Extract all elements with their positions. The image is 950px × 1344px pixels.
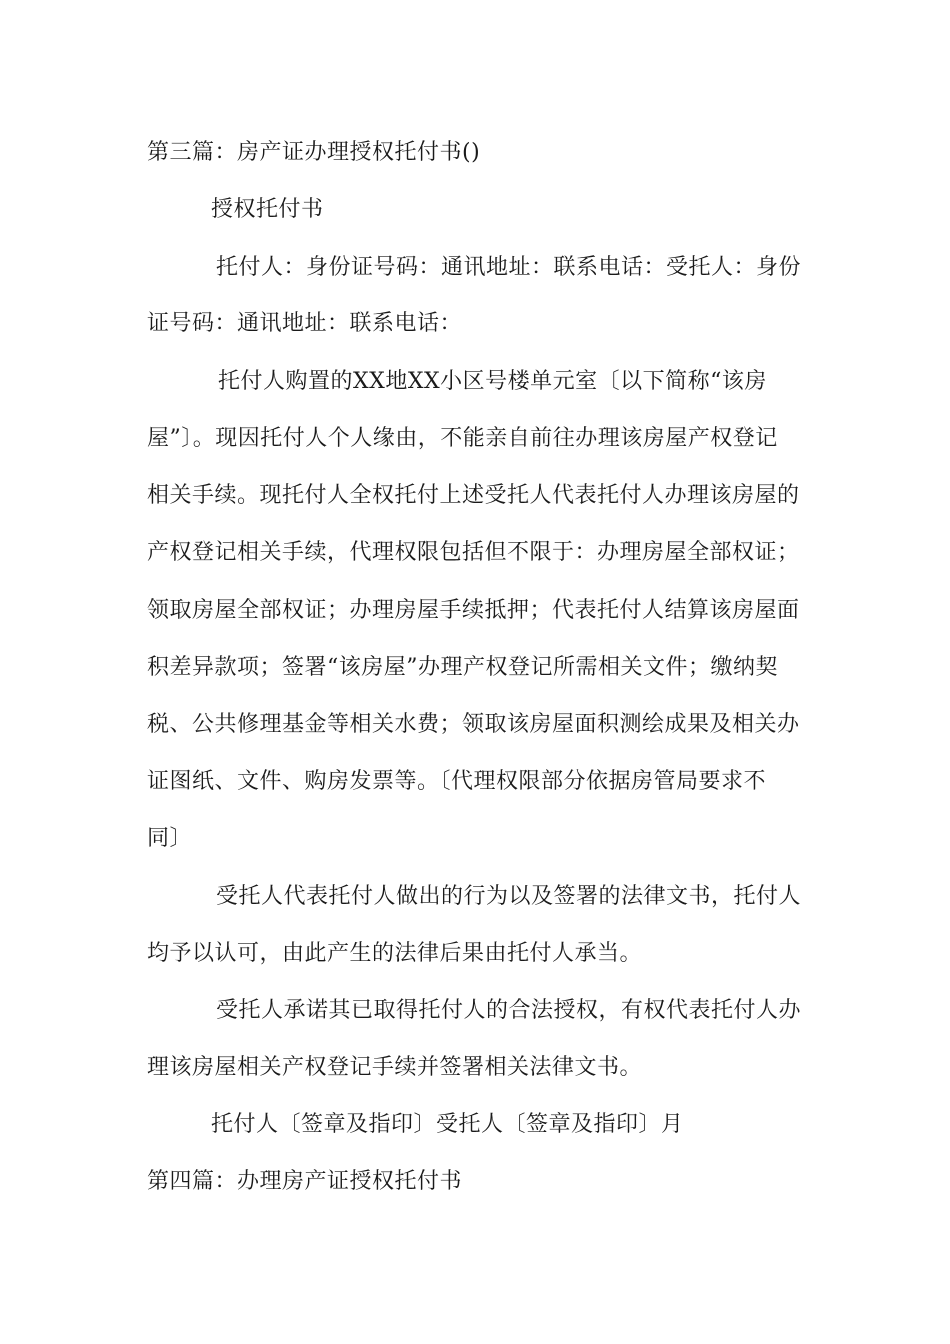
paragraph-1-line-2: 屋”〕。现因托付人个人缘由，不能亲自前往办理该房屋产权登记 [147, 426, 778, 451]
paragraph-3-line-2: 理该房屋相关产权登记手续并签署相关法律文书。 [147, 1055, 643, 1080]
paragraph-2-line-2: 均予以认可，由此产生的法律后果由托付人承当。 [147, 941, 643, 966]
document-title: 授权托付书 [211, 197, 324, 222]
paragraph-3-line-1: 受托人承诺其已取得托付人的合法授权，有权代表托付人办 [216, 998, 802, 1023]
signature-line: 托付人〔签章及指印〕受托人〔签章及指印〕月 [211, 1112, 684, 1137]
paragraph-2-line-1: 受托人代表托付人做出的行为以及签署的法律文书，托付人 [216, 884, 802, 909]
paragraph-1-line-8: 证图纸、文件、购房发票等。〔代理权限部分依据房管局要求不 [147, 769, 767, 794]
paragraph-1-line-1: 托付人购置的XX地XX小区号楼单元室〔以下简称“该房 [218, 369, 767, 394]
section-heading-4: 第四篇：办理房产证授权托付书 [147, 1169, 463, 1194]
section-heading-3: 第三篇：房产证办理授权托付书() [147, 140, 481, 165]
paragraph-1-line-4: 产权登记相关手续，代理权限包括但不限于：办理房屋全部权证； [147, 540, 800, 565]
paragraph-1-line-3: 相关手续。现托付人全权托付上述受托人代表托付人办理该房屋的 [147, 483, 800, 508]
paragraph-1-line-5: 领取房屋全部权证；办理房屋手续抵押；代表托付人结算该房屋面 [147, 598, 800, 623]
paragraph-1-line-9: 同〕 [147, 826, 193, 851]
paragraph-1-line-6: 积差异款项；签署“该房屋”办理产权登记所需相关文件；缴纳契 [147, 655, 778, 680]
paragraph-1-line-7: 税、公共修理基金等相关水费；领取该房屋面积测绘成果及相关办 [147, 712, 800, 737]
parties-line-1: 托付人：身份证号码：通讯地址：联系电话：受托人：身份 [216, 255, 802, 280]
parties-line-2: 证号码：通讯地址：联系电话： [147, 311, 463, 336]
